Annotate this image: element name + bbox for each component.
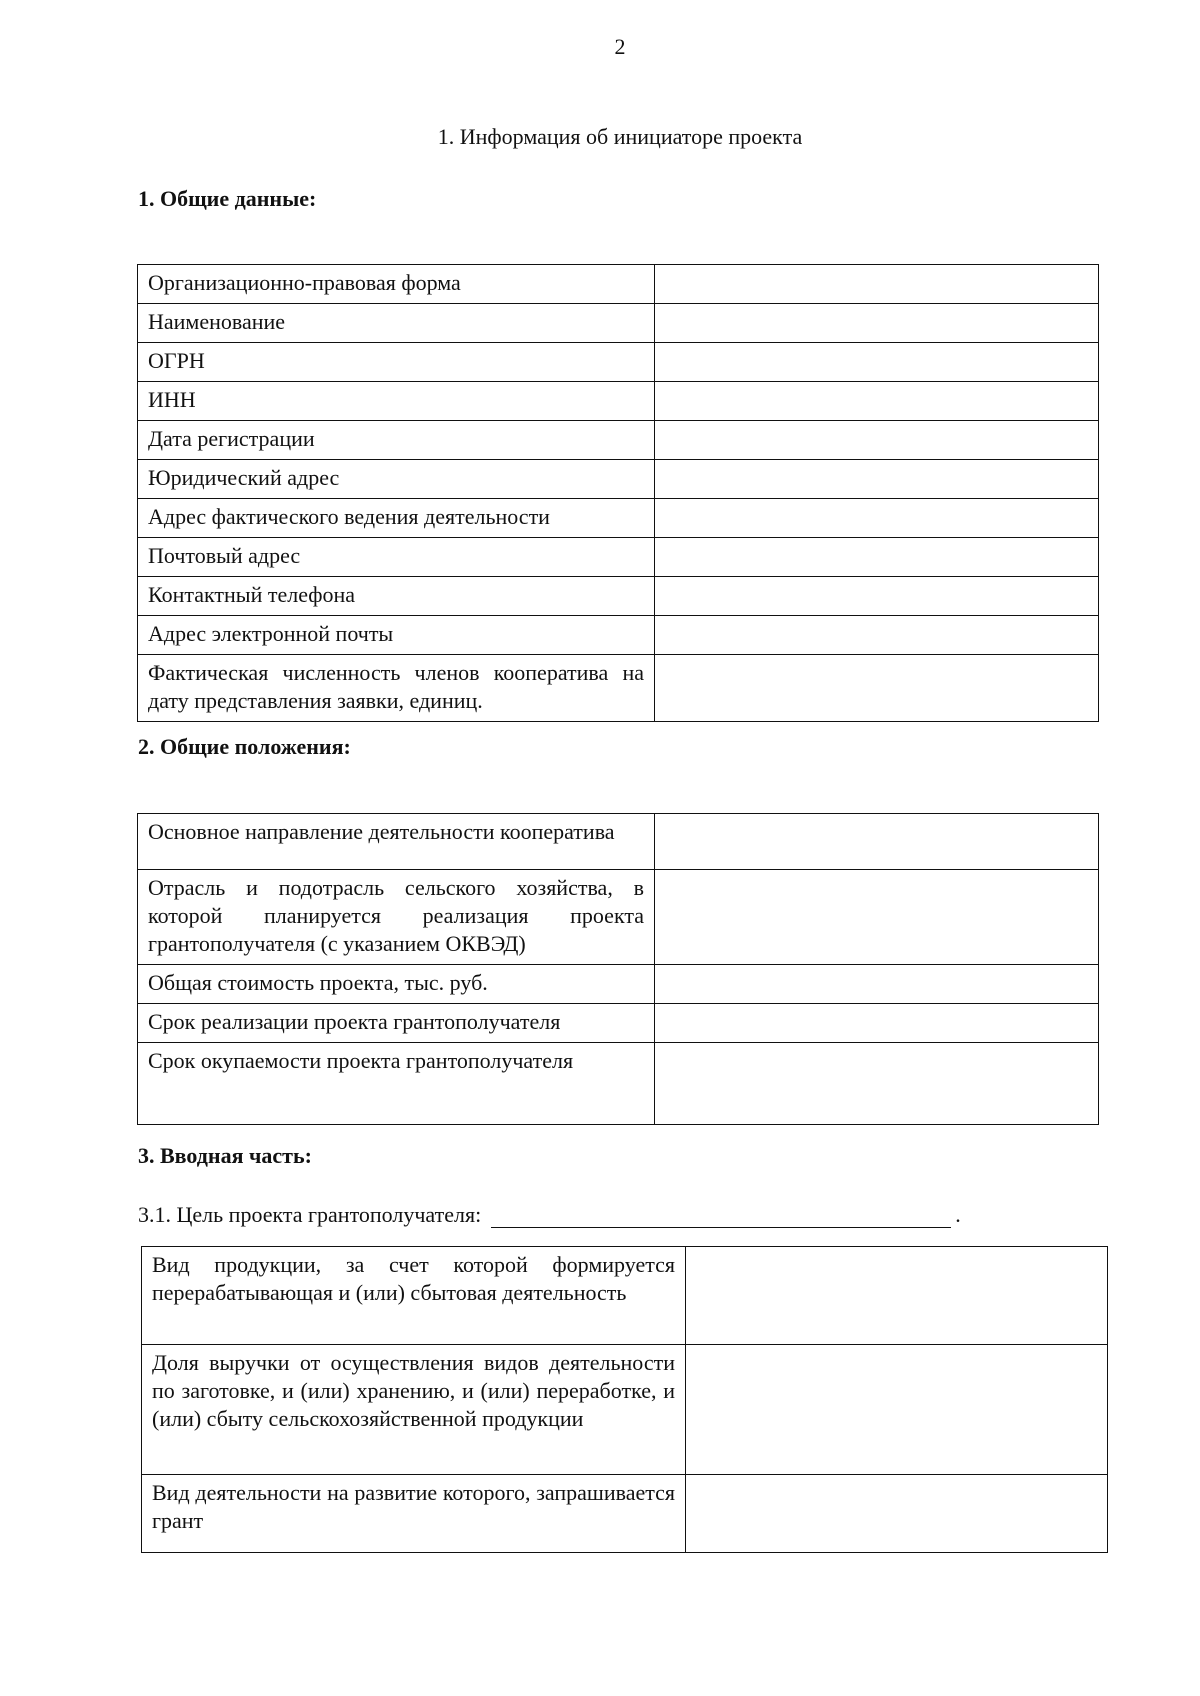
field-value[interactable] (655, 1004, 1099, 1043)
field-value[interactable] (655, 304, 1099, 343)
field-value[interactable] (655, 1043, 1099, 1125)
field-label: Дата регистрации (138, 421, 655, 460)
general-provisions-table (137, 813, 1099, 1125)
field-label: Вид продукции, за счет которой формируется перерабатывающая и (или) сбытовая деятельность (142, 1247, 686, 1345)
field-value[interactable] (655, 814, 1099, 870)
table-row (138, 265, 1099, 304)
field-value[interactable] (655, 382, 1099, 421)
table-row (138, 460, 1099, 499)
field-label: Отрасль и подотрасль сельского хозяйства, в которой планируется реализация проекта грантополучателя (с указанием ОКВЭД) (138, 870, 655, 965)
field-value[interactable] (686, 1345, 1108, 1475)
project-goal-blank[interactable] (491, 1203, 951, 1228)
field-label: Наименование (138, 304, 655, 343)
field-value[interactable] (655, 616, 1099, 655)
table-row (138, 616, 1099, 655)
field-value[interactable] (686, 1247, 1108, 1345)
field-label: Контактный телефона (138, 577, 655, 616)
table-row (138, 870, 1099, 965)
field-label: Юридический адрес (138, 460, 655, 499)
table-row (138, 1043, 1099, 1125)
table-row (142, 1475, 1108, 1553)
table-row (138, 538, 1099, 577)
table-row (138, 382, 1099, 421)
field-value[interactable] (655, 655, 1099, 722)
project-goal-line (138, 1202, 961, 1228)
field-label: Срок окупаемости проекта грантополучателя (138, 1043, 655, 1125)
field-label: Срок реализации проекта грантополучателя (138, 1004, 655, 1043)
table-row (138, 655, 1099, 722)
field-value[interactable] (655, 460, 1099, 499)
section-heading-general-provisions: 2. Общие положения: (138, 734, 351, 759)
field-label: Адрес фактического ведения деятельности (138, 499, 655, 538)
table-row (138, 499, 1099, 538)
field-label: Почтовый адрес (138, 538, 655, 577)
table-row (142, 1247, 1108, 1345)
table-row (138, 814, 1099, 870)
table-row (138, 965, 1099, 1004)
general-data-table (137, 264, 1099, 722)
field-label: Основное направление деятельности кооператива (138, 814, 655, 870)
table-row (138, 421, 1099, 460)
introduction-table (141, 1246, 1108, 1553)
table-row (138, 577, 1099, 616)
table-row (142, 1345, 1108, 1475)
field-label: Организационно-правовая форма (138, 265, 655, 304)
field-value[interactable] (655, 421, 1099, 460)
field-label: Адрес электронной почты (138, 616, 655, 655)
field-value[interactable] (655, 870, 1099, 965)
table-row (138, 343, 1099, 382)
field-label: Вид деятельности на развитие которого, запрашивается грант (142, 1475, 686, 1553)
project-goal-label: 3.1. Цель проекта грантополучателя: (138, 1202, 482, 1227)
table-row (138, 1004, 1099, 1043)
document-title: 1. Информация об инициаторе проекта (437, 124, 803, 149)
field-label: Общая стоимость проекта, тыс. руб. (138, 965, 655, 1004)
field-value[interactable] (655, 965, 1099, 1004)
project-goal-end: . (955, 1202, 961, 1227)
section-heading-general-data: 1. Общие данные: (138, 186, 317, 211)
section-heading-introduction: 3. Вводная часть: (138, 1143, 312, 1168)
page-number: 2 (614, 34, 626, 59)
field-label: ОГРН (138, 343, 655, 382)
field-value[interactable] (686, 1475, 1108, 1553)
field-label: Фактическая численность членов кооператива на дату представления заявки, единиц. (138, 655, 655, 722)
field-value[interactable] (655, 577, 1099, 616)
field-label: ИНН (138, 382, 655, 421)
table-row (138, 304, 1099, 343)
field-value[interactable] (655, 499, 1099, 538)
field-value[interactable] (655, 538, 1099, 577)
field-label: Доля выручки от осуществления видов деятельности по заготовке, и (или) хранению, и (или) переработке, и (или) сбыту сельскохозяйственной продукции (142, 1345, 686, 1475)
field-value[interactable] (655, 343, 1099, 382)
field-value[interactable] (655, 265, 1099, 304)
